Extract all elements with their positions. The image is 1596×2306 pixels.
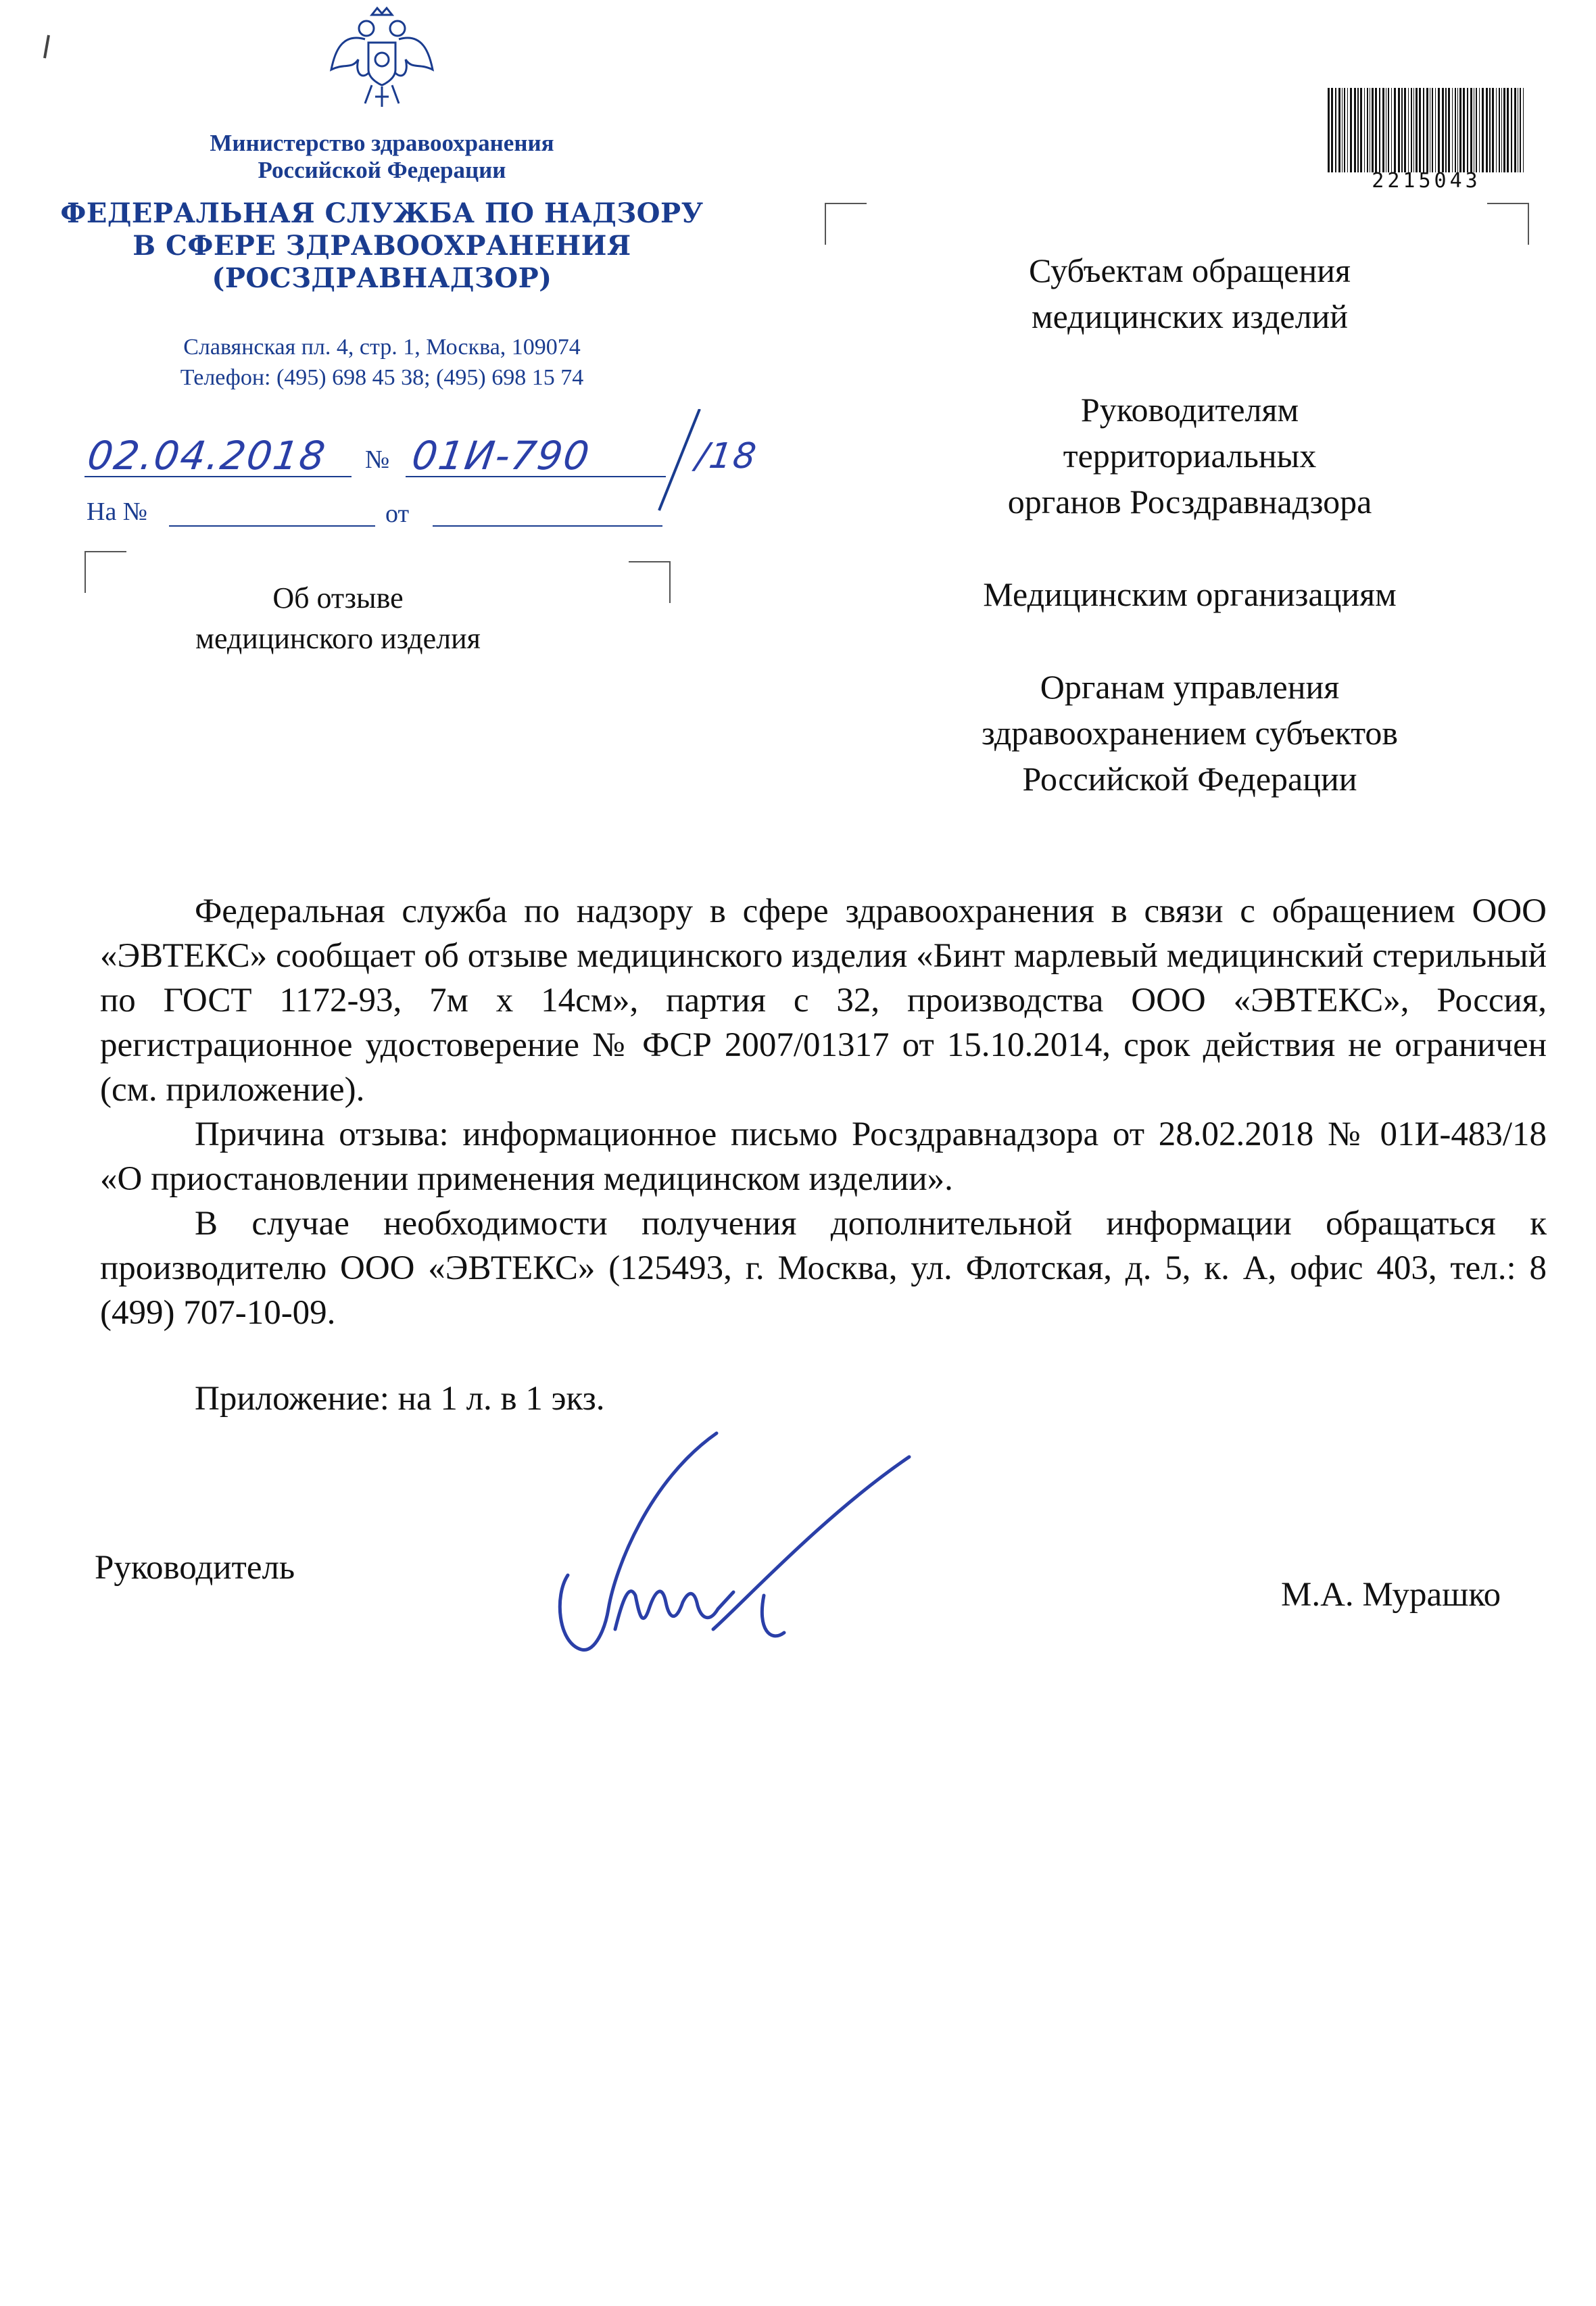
- reference-date-label: от: [385, 500, 410, 528]
- barcode-bar: [1438, 88, 1440, 172]
- barcode-bar: [1514, 88, 1516, 172]
- barcode-bar: [1357, 88, 1359, 172]
- barcode-bar: [1511, 88, 1512, 172]
- barcode-bar: [1391, 88, 1392, 172]
- appendix-note: Приложение: на 1 л. в 1 экз.: [195, 1380, 605, 1418]
- recipient-line: Медицинским организациям: [983, 575, 1397, 613]
- barcode-bar: [1328, 88, 1330, 172]
- barcode-bar: [1479, 88, 1480, 172]
- barcode-bar: [1476, 88, 1477, 172]
- registration-date: 02.04.2018: [84, 433, 329, 479]
- recipient-block-3: [865, 571, 1514, 617]
- recipient-line: Российской Федерации: [1022, 760, 1357, 798]
- service-address: Славянская пл. 4, стр. 1, Москва, 109074: [183, 335, 581, 360]
- barcode-bar: [1360, 88, 1362, 172]
- barcode-bar: [1507, 88, 1509, 172]
- barcode-bar: [1445, 88, 1447, 172]
- barcode-bar: [1350, 88, 1352, 172]
- recipient-line: здравоохранением субъектов: [981, 714, 1399, 752]
- barcode-bar: [1367, 88, 1368, 172]
- barcode-bar: [1442, 88, 1444, 172]
- barcode-bar: [1426, 88, 1428, 172]
- barcode-bar: [1404, 88, 1406, 172]
- handwritten-signature: [541, 1426, 946, 1697]
- service-phone: Телефон: (495) 698 45 38; (495) 698 15 74: [180, 365, 584, 390]
- subject-line2: медицинского изделия: [195, 622, 481, 655]
- recipient-block-2: [865, 387, 1514, 525]
- reference-number-label: На №: [87, 498, 148, 526]
- document-barcode: [1325, 88, 1528, 172]
- body-paragraph-1: Федеральная служба по надзору в сфере здравоохранения в связи с обращением ООО «ЭВТЕКС» сообщает об отзыве медицинского изделия «Бинт марлевый медицинский стерильный по ГОСТ 1172-93, 7м х 14см», партия с 32, производства ООО «ЭВТЕКС», Россия, регистрационное удостоверение № ФСР 2007/01317 от 15.10.2014, срок действия не ограничен (см. приложение).: [100, 892, 1547, 1109]
- barcode-bar: [1375, 88, 1377, 172]
- signatory-name: М.А. Мурашко: [1281, 1576, 1501, 1614]
- barcode-bar: [1520, 88, 1521, 172]
- barcode-bar: [1482, 88, 1484, 172]
- barcode-bar: [1432, 88, 1433, 172]
- barcode-bar: [1470, 88, 1472, 172]
- barcode-bar: [1394, 88, 1396, 172]
- barcode-number: 2215043: [1372, 169, 1481, 193]
- barcode-bar: [1492, 88, 1494, 172]
- recipient-line: медицинских изделий: [1031, 297, 1349, 335]
- barcode-bar: [1335, 88, 1336, 172]
- barcode-bar: [1388, 88, 1389, 172]
- barcode-bar: [1457, 88, 1458, 172]
- barcode-bar: [1423, 88, 1424, 172]
- registration-number-suffix: /18: [693, 436, 760, 477]
- service-name-line1: ФЕДЕРАЛЬНАЯ СЛУЖБА ПО НАДЗОРУ: [60, 197, 704, 229]
- barcode-bar: [1448, 88, 1450, 172]
- letter-subject: [122, 578, 554, 659]
- barcode-bar: [1455, 88, 1456, 172]
- barcode-bar: [1416, 88, 1418, 172]
- barcode-bar: [1364, 88, 1365, 172]
- barcode-bar: [1413, 88, 1414, 172]
- barcode-bar: [1372, 88, 1374, 172]
- barcode-bar: [1398, 88, 1400, 172]
- barcode-bar: [1342, 88, 1343, 172]
- barcode-bar: [1499, 88, 1500, 172]
- subject-corner-left: [84, 551, 126, 593]
- recipient-corner-right: [1487, 203, 1529, 245]
- barcode-bar: [1338, 88, 1340, 172]
- ministry-name-line1: Министерство здравоохранения: [210, 130, 554, 156]
- recipient-block-4: [865, 664, 1514, 802]
- russian-coat-of-arms-icon: [324, 5, 439, 114]
- barcode-bar: [1523, 88, 1524, 172]
- barcode-bar: [1331, 88, 1333, 172]
- letter-body: [100, 889, 1547, 1335]
- body-paragraph-2: Причина отзыва: информационное письмо Росздравнадзора от 28.02.2018 № 01И-483/18 «О приостановлении применения медицинском изделии».: [100, 1115, 1547, 1198]
- recipient-line: Субъектам обращения: [1029, 251, 1351, 289]
- barcode-bar: [1411, 88, 1412, 172]
- barcode-bar: [1382, 88, 1384, 172]
- recipient-line: Руководителям: [1080, 391, 1299, 429]
- recipient-line: органов Росздравнадзора: [1007, 483, 1372, 521]
- body-paragraph-3: В случае необходимости получения дополнительной информации обращаться к производителю ООО «ЭВТЕКС» (125493, г. Москва, ул. Флотская, д. 5, к. А, офис 403, тел.: 8 (499) 707-10-09.: [100, 1205, 1547, 1332]
- subject-line1: Об отзыве: [272, 581, 404, 615]
- registration-number-label: №: [365, 446, 390, 474]
- subject-corner-right: [629, 561, 671, 603]
- barcode-bar: [1344, 88, 1345, 172]
- barcode-bar: [1401, 88, 1403, 172]
- ministry-name-line2: Российской Федерации: [258, 157, 506, 183]
- service-name-line3: (РОСЗДРАВНАДЗОР): [212, 262, 552, 294]
- barcode-bar: [1354, 88, 1356, 172]
- signatory-title: Руководитель: [95, 1549, 295, 1587]
- service-name-line2: В СФЕРЕ ЗДРАВООХРАНЕНИЯ: [132, 230, 631, 262]
- recipient-line: Органам управления: [1040, 668, 1340, 706]
- barcode-bar: [1347, 88, 1348, 172]
- barcode-bar: [1452, 88, 1453, 172]
- barcode-bar: [1496, 88, 1497, 172]
- barcode-bar: [1467, 88, 1468, 172]
- barcode-bar: [1379, 88, 1380, 172]
- barcode-bar: [1503, 88, 1505, 172]
- recipient-block-1: [865, 247, 1514, 339]
- registration-number: 01И-790: [409, 433, 594, 479]
- barcode-bar: [1501, 88, 1502, 172]
- recipient-line: территориальных: [1063, 437, 1317, 475]
- barcode-bar: [1463, 88, 1465, 172]
- barcode-bar: [1489, 88, 1491, 172]
- barcode-bar: [1486, 88, 1488, 172]
- recipient-corner-left: [825, 203, 867, 245]
- barcode-bar: [1435, 88, 1436, 172]
- barcode-bar: [1419, 88, 1421, 172]
- scan-mark-icon: [41, 34, 54, 61]
- barcode-bar: [1408, 88, 1409, 172]
- barcode-bar: [1459, 88, 1461, 172]
